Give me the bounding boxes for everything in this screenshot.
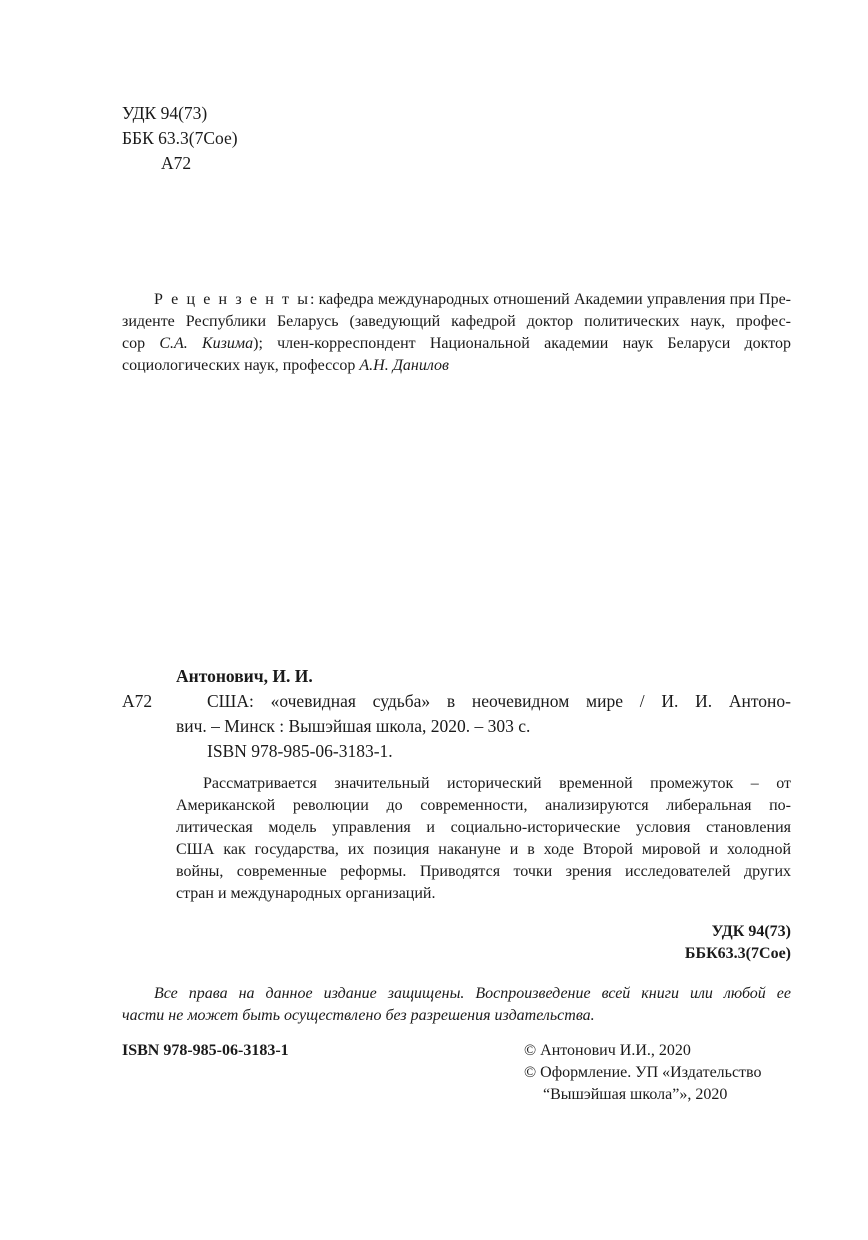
index-bbk: ББК63.3(7Сое): [684, 945, 791, 962]
udk-code: УДК 94(73): [122, 103, 208, 123]
footer-isbn: ISBN 978-985-06-3183-1: [122, 1042, 289, 1059]
copyright-publisher: “Вышэйшая школа”», 2020: [543, 1086, 728, 1103]
annotation-line-1: Рассматривается значительный исторический временной промежуток – от: [203, 775, 791, 792]
index-udk: УДК 94(73): [711, 923, 791, 940]
catalog-mark: А72: [122, 691, 153, 711]
rights-line-1: Все права на данное издание защищены. Воспроизведение всей книги или любой ее: [154, 985, 791, 1002]
annotation-line-5: войны, современные реформы. Приводятся точки зрения исследователей других: [176, 863, 791, 880]
bbk-code: ББК 63.3(7Сое): [122, 128, 238, 148]
annotation-line-3: литическая модель управления и социально-исторические условия становления: [176, 819, 791, 836]
copyright-author: © Антонович И.И., 2020: [524, 1042, 691, 1059]
reviewers-line-2: зиденте Республики Беларусь (заведующий кафедрой доктор политических наук, профес-: [122, 313, 791, 330]
rights-line-2: части не может быть осуществлено без разрешения издательства.: [122, 1007, 595, 1024]
reviewers-line-3: сор С.А. Кизима); член-корреспондент Национальной академии наук Беларуси доктор: [122, 335, 791, 352]
catalog-title-line-2: вич. – Минск : Вышэйшая школа, 2020. – 303 с.: [176, 716, 531, 736]
reviewers-line-4: социологических наук, профессор А.Н. Данилов: [122, 357, 449, 374]
catalog-title-line-1: США: «очевидная судьба» в неочевидном мире / И. И. Антоно-: [207, 691, 791, 711]
catalog-author: Антонович, И. И.: [176, 666, 313, 686]
reviewer-name-2: А.Н. Данилов: [359, 357, 449, 374]
reviewers-line-1: Р е ц е н з е н т ы: кафедра международных отношений Академии управления при Пре-: [154, 291, 792, 308]
reviewer-name-1: С.А. Кизима: [159, 335, 254, 352]
reviewers-label: Р е ц е н з е н т ы: [154, 291, 310, 308]
copyright-design: © Оформление. УП «Издательство: [524, 1064, 762, 1081]
annotation-line-6: стран и международных организаций.: [176, 885, 436, 902]
author-mark: А72: [161, 153, 192, 173]
annotation-line-2: Американской революции до современности, анализируются либеральная по-: [176, 797, 791, 814]
catalog-isbn: ISBN 978-985-06-3183-1.: [207, 741, 393, 761]
annotation-line-4: США как государства, их позиция накануне и в ходе Второй мировой и холодной: [176, 841, 791, 858]
